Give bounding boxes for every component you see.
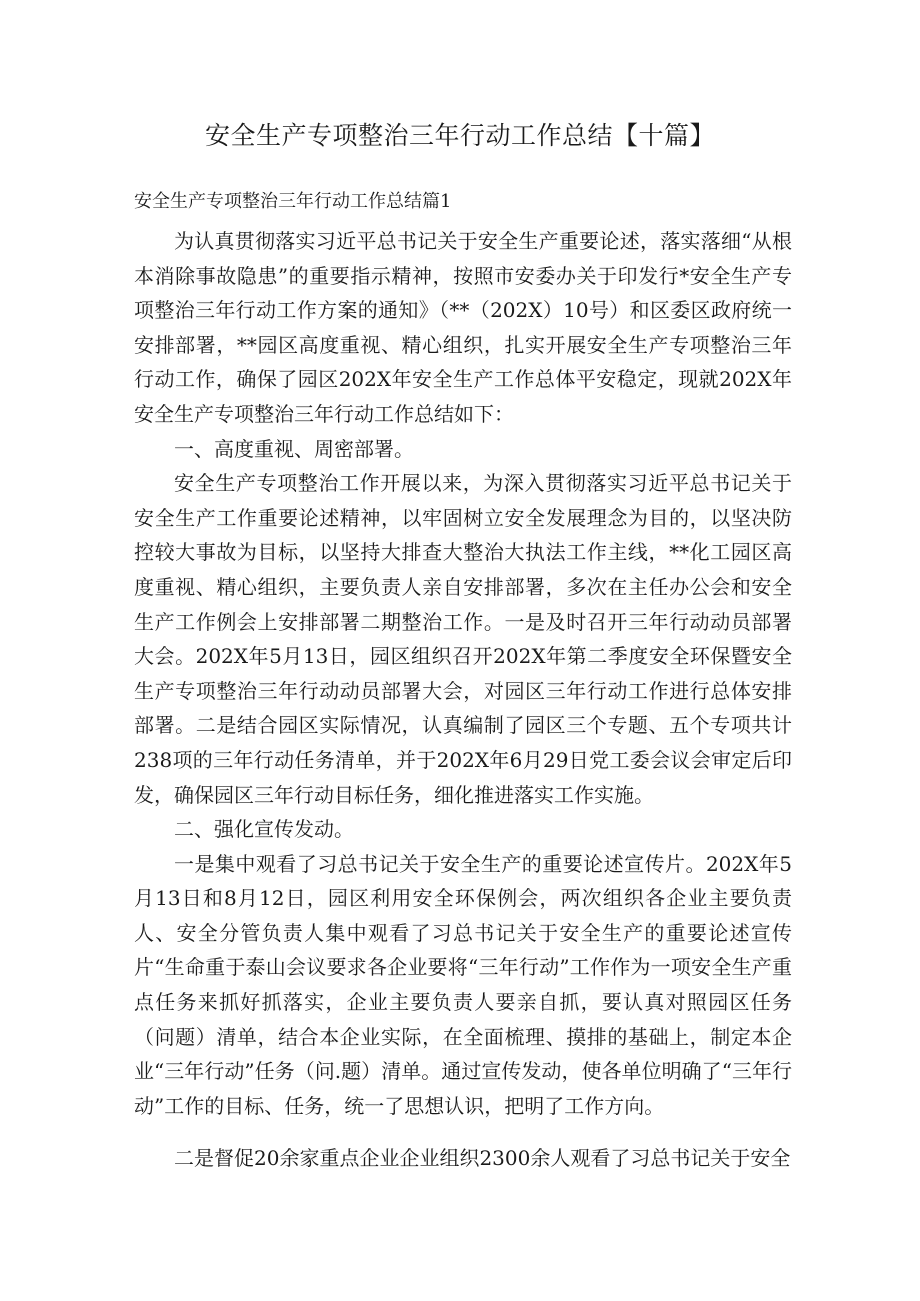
paragraph-intro: 为认真贯彻落实习近平总书记关于安全生产重要论述，落实落细“从根本消除事故隐患”的重要指示精神，按照市安委办关于印发行*安全生产专项整治三年行动工作方案的通知》（**（202X）10号）和区委区政府统一安排部署，**园区高度重视、精心组织，扎实开展安全生产专项整治三年行动工作，确保了园区202X年安全生产工作总体平安稳定，现就202X年安全生产专项整治三年行动工作总结如下： [134, 229, 792, 426]
section-heading: 安全生产专项整治三年行动工作总结篇1 [134, 191, 452, 212]
paragraph-1: 安全生产专项整治工作开展以来，为深入贯彻落实习近平总书记关于安全生产工作重要论述精神，以牢固树立安全发展理念为目的，以坚决防控较大事故为目标，以坚持大排查大整治大执法工作主线，**化工园区高度重视、精心组织，主要负责人亲自安排部署，多次在主任办公会和安全生产工作例会上安排部署二期整治工作。一是及时召开三年行动动员部署大会。202X年5月13日，园区组织召开202X年第二季度安全环保暨安全生产专项整治三年行动动员部署大会，对园区三年行动工作进行总体安排部署。二是结合园区实际情况，认真编制了园区三个专题、五个专项共计238项的三年行动任务清单，并于202X年6月29日党工委会议会审定后印发，确保园区三年行动目标任务，细化推进落实工作实施。 [134, 471, 792, 807]
paragraph-3: 二是督促20余家重点企业企业组织2300余人观看了习总书记关于安全 [174, 1146, 791, 1171]
document-title: 安全生产专项整治三年行动工作总结【十篇】 [204, 121, 715, 150]
paragraph-2: 一是集中观看了习总书记关于安全生产的重要论述宣传片。202X年5月13日和8月12日，园区利用安全环保例会，两次组织各企业主要负责人、安全分管负责人集中观看了习总书记关于安全生产的重要论述宣传片“生命重于泰山会议要求各企业要将“三年行动”工作作为一项安全生产重点任务来抓好抓落实，企业主要负责人要亲自抓，要认真对照园区任务（问题）清单，结合本企业实际，在全面梳理、摸排的基础上，制定本企业“三年行动”任务（问.题）清单。通过宣传发动，使各单位明确了“三年行动”工作的目标、任务，统一了思想认识，把明了工作方向。 [134, 851, 792, 1118]
subheading-1: 一、高度重视、周密部署。 [174, 436, 414, 461]
subheading-2: 二、强化宣传发动。 [174, 817, 354, 842]
document-body [134, 224, 792, 1176]
